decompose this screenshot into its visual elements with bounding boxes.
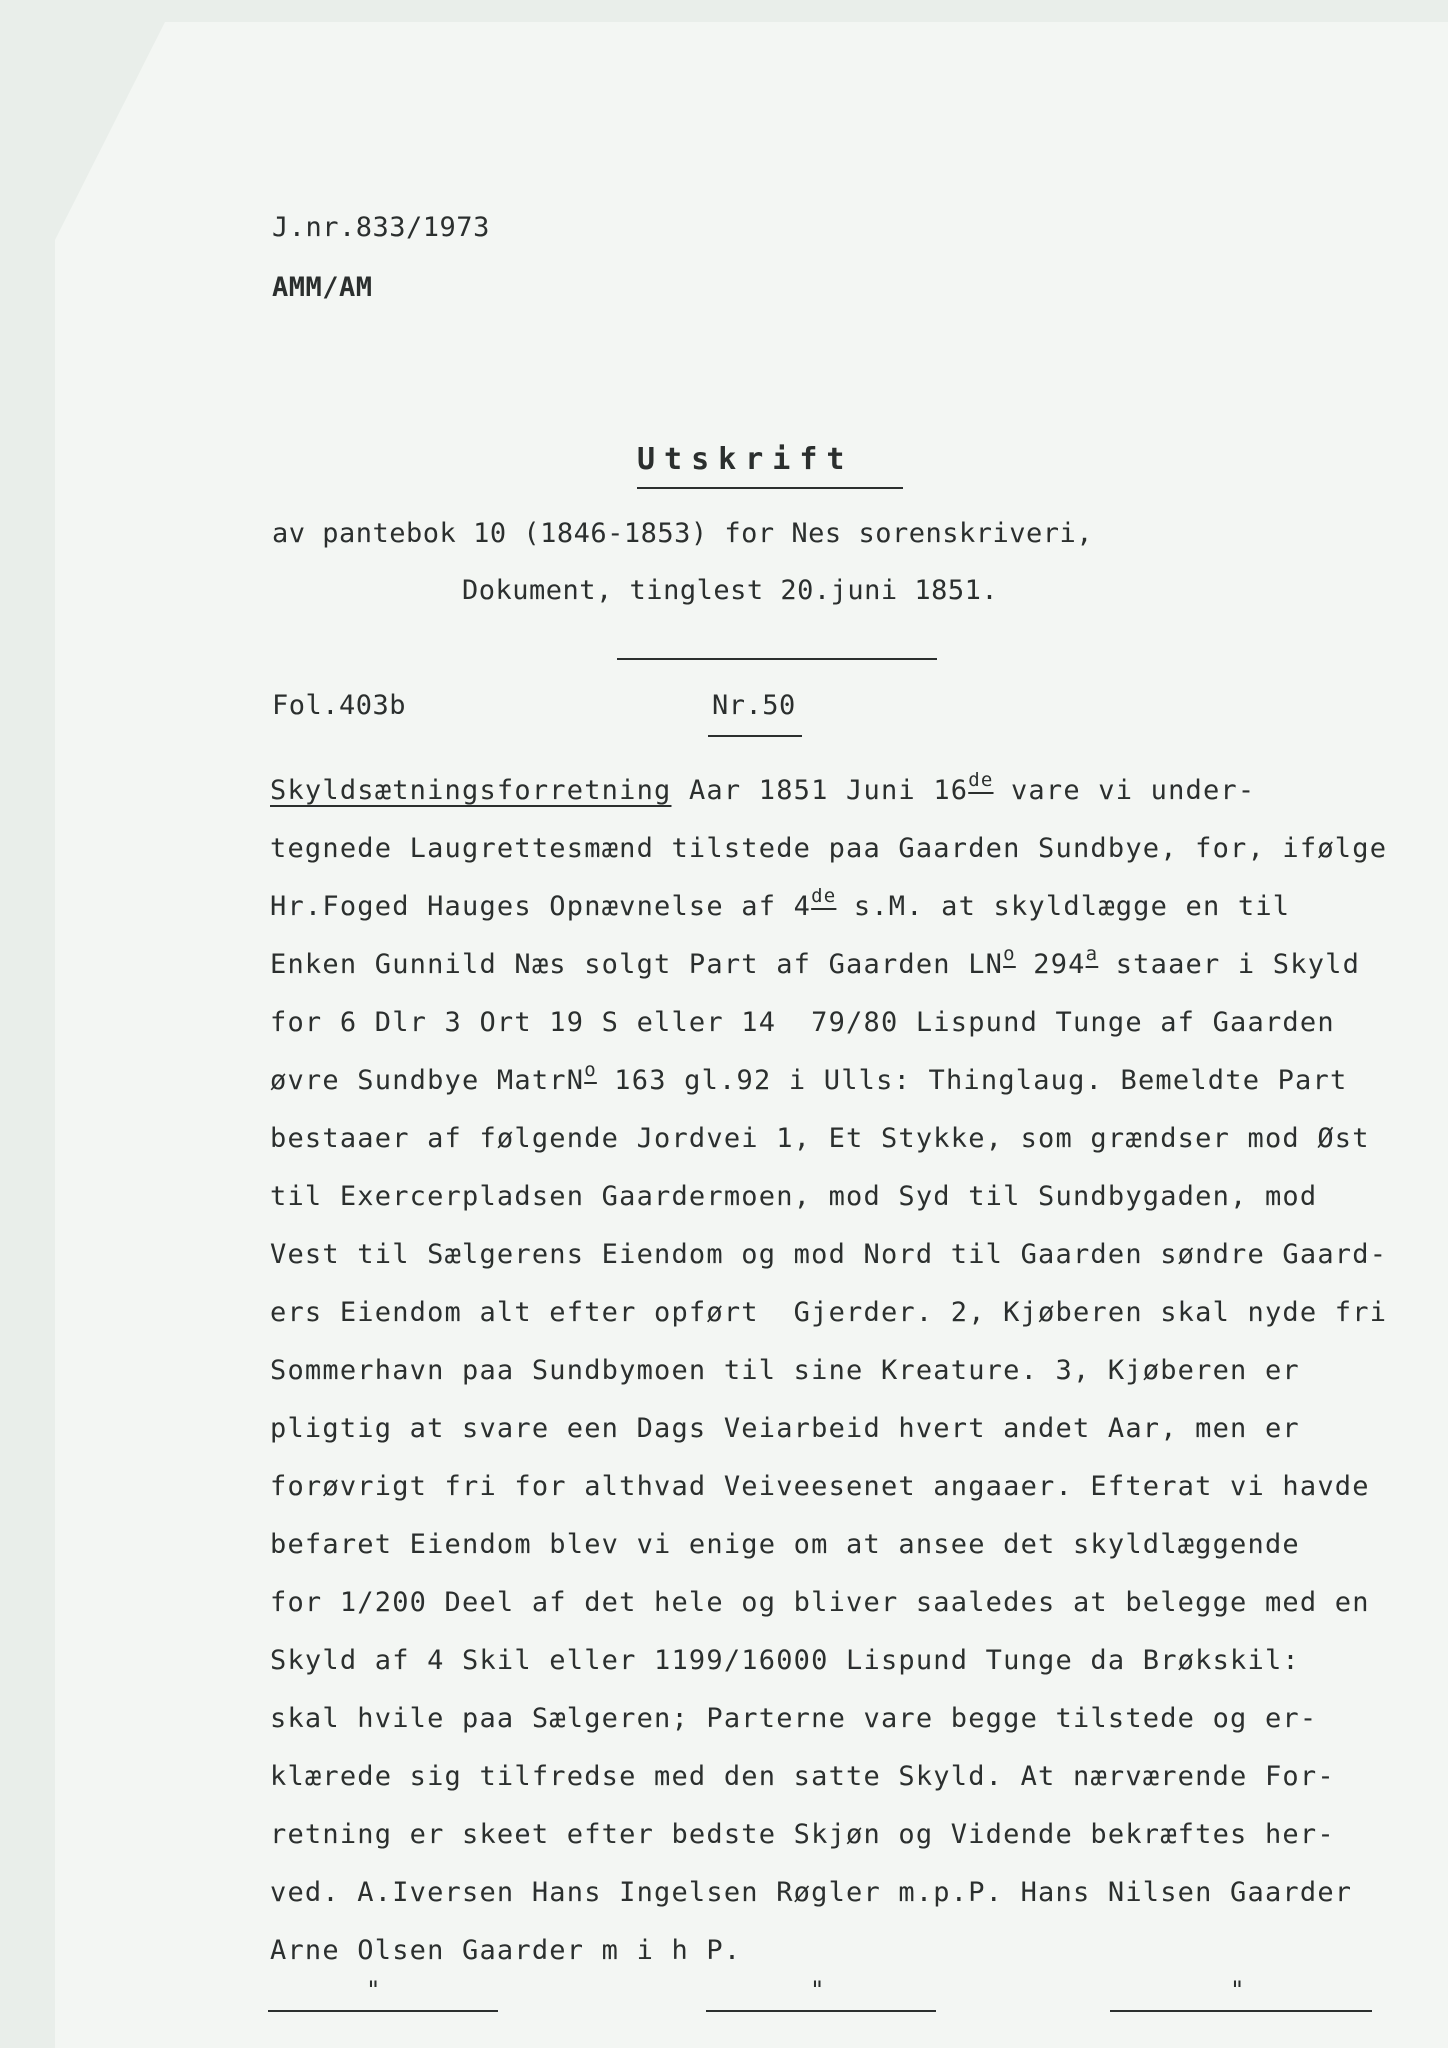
body-line-16: Skyld af 4 Skil eller 1199/16000 Lispund Tunge da Brøkskil: <box>270 1645 1300 1676</box>
body-line-9: Vest til Sælgerens Eiendom og mod Nord til Gaarden søndre Gaard- <box>270 1239 1388 1270</box>
document-title: Utskrift <box>637 442 854 477</box>
signature-line-3 <box>1110 2010 1372 2012</box>
body-line-5: for 6 Dlr 3 Ort 19 S eller 14 79/80 Lispund Tunge af Gaarden <box>270 1007 1335 1038</box>
body-line-19: retning er skeet efter bedste Skjøn og Vidende bekræftes her- <box>270 1819 1335 1850</box>
subtitle-line-1: av pantebok 10 (1846-1853) for Nes sorenskriveri, <box>272 518 1094 549</box>
ditto-mark-3: " <box>1230 1976 1245 2004</box>
body-line-18: klærede sig tilfredse med den satte Skyld. At nærværende For- <box>270 1761 1335 1792</box>
signature-line-2 <box>706 2010 936 2012</box>
folio-reference: Fol.403b <box>272 690 407 721</box>
body-line-4: Enken Gunnild Næs solgt Part af Gaarden $LN^o$ 294$^a$ staaer i Skyld <box>270 943 1361 980</box>
body-line-8: til Exercerpladsen Gaardermoen, mod Syd til Sundbygaden, mod <box>270 1181 1318 1212</box>
body-line-17: skal hvile paa Sælgeren; Parterne vare begge tilstede og er- <box>270 1703 1318 1734</box>
journal-number: J.nr.833/1973 <box>272 212 490 243</box>
number-underline <box>708 735 802 737</box>
subtitle-line-2: Dokument, tinglest 20.juni 1851. <box>462 575 999 606</box>
body-line-12: pligtig at svare een Dags Veiarbeid hvert andet Aar, men er <box>270 1413 1300 1444</box>
body-line-20: ved. A.Iversen Hans Ingelsen Røgler m.p.P. Hans Nilsen Gaarder <box>270 1877 1353 1908</box>
body-line-11: Sommerhavn paa Sundbymoen til sine Kreature. 3, Kjøberen er <box>270 1355 1300 1386</box>
body-line-15: for 1/200 Deel af det hele og bliver saaledes at belegge med en <box>270 1587 1370 1618</box>
body-line-21: Arne Olsen Gaarder m i h P. <box>270 1935 742 1966</box>
body-line-13: forøvrigt fri for althvad Veiveesenet angaaer. Efterat vi havde <box>270 1471 1370 1502</box>
signature-line-1 <box>268 2010 498 2012</box>
document-number: Nr.50 <box>712 690 796 721</box>
body-line-6: øvre Sundbye MatrN$^o$ 163 gl.92 i Ulls: Thinglaug. Bemeldte Part <box>270 1059 1348 1096</box>
initials: AMM/AM <box>272 272 373 303</box>
ditto-mark-2: " <box>810 1976 825 2004</box>
body-line-1: Skyldsætningsforretning Aar 1851 Juni 16de vare vi under- <box>270 769 1256 806</box>
body-line-3: Hr.Foged Hauges Opnævnelse af 4de s.M. at skyldlægge en til <box>270 885 1291 922</box>
section-divider <box>617 658 937 660</box>
body-line-7: bestaaer af følgende Jordvei 1, Et Stykke, som grændser mod Øst <box>270 1123 1370 1154</box>
body-line-14: befaret Eiendom blev vi enige om at ansee det skyldlæggende <box>270 1529 1300 1560</box>
body-heading: Skyldsætningsforretning <box>270 775 672 806</box>
body-line-10: ers Eiendom alt efter opført Gjerder. 2, Kjøberen skal nyde fri <box>270 1297 1388 1328</box>
body-line-2: tegnede Laugrettesmænd tilstede paa Gaarden Sundbye, for, ifølge <box>270 833 1388 864</box>
ditto-mark-1: " <box>366 1976 381 2004</box>
title-underline <box>637 487 903 489</box>
